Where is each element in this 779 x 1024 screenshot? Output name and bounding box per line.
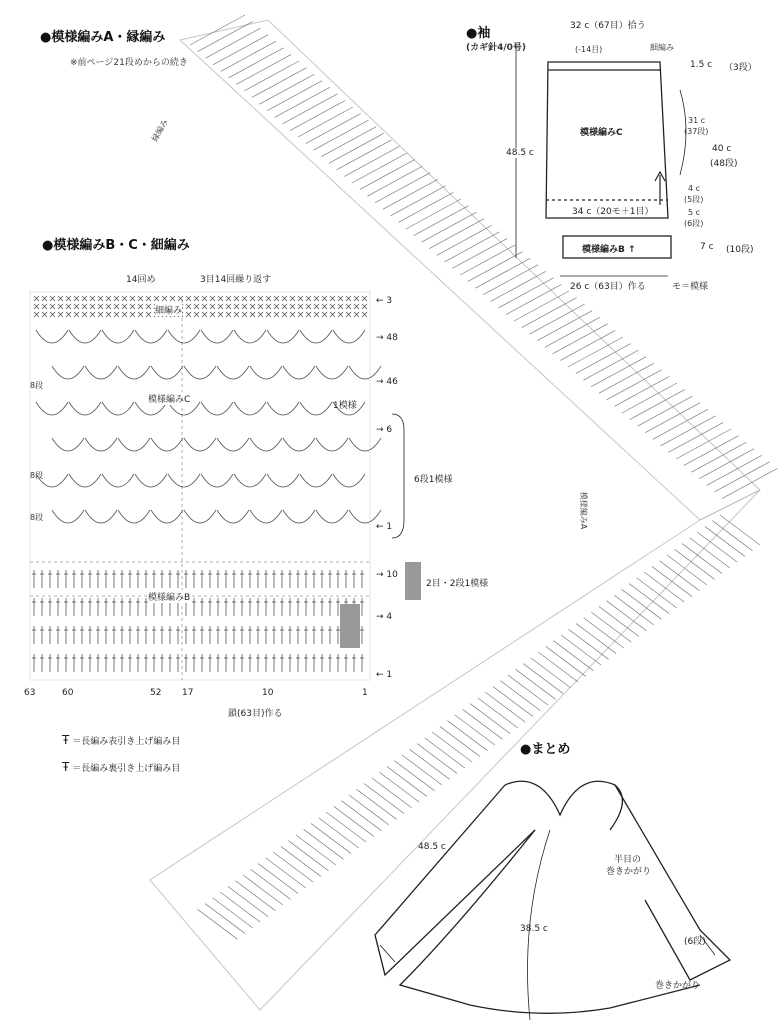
row-number: → 10 [376,570,398,580]
stitch-number: 63 [24,688,36,698]
pattern-a-label: 模様編みA [579,491,589,530]
sleeve-dim: 4 c [688,184,701,193]
edge-label: 縁編み [150,117,170,144]
front-post-dc-icon: Ŧ [62,733,70,747]
pattern-a-note: ※前ページ21段めからの続き [70,58,188,68]
stitch-number: 60 [62,688,74,698]
sleeve-minus: (-14目) [575,45,603,54]
left-mark: 8段 [30,381,44,390]
row-number: ← 3 [376,296,393,306]
sleeve-pattern-b: 模様編みB ↑ [582,245,636,255]
left-mark: 8段 [30,513,44,522]
sleeve-diagram [516,24,686,276]
sleeve-top-width: 32 c（67目）拾う [570,18,646,31]
sleeve-dim: (10段) [726,245,754,255]
sleeve-dim: (48段) [710,159,738,169]
chart-pattern-c-label: 模様編みC [148,392,190,405]
sleeve-dim: 31 c [688,116,706,125]
sleeve-heading: ●袖 [466,26,491,41]
back-post-dc-icon: Ŧ [62,760,70,774]
finishing-rows: (6段) [684,937,706,947]
chart-two-st-pattern: 2目・2段1模様 [426,579,489,589]
sleeve-motif: モ＝模様 [672,282,709,292]
stitch-number: 10 [262,688,274,698]
pattern-bc-heading: ●模様編みB・C・細編み [42,238,190,253]
pattern-a-heading: ●模様編みA・縁編み [40,30,166,45]
row-number: → 48 [376,333,398,343]
pattern-a-lower-arm [150,490,760,1010]
chart-six-row-pattern: 6段1模様 [414,475,453,485]
sleeve-bottom-width: 26 c（63目）作る [570,282,646,292]
chart-pattern-b-label: 模様編みB [148,590,190,603]
stitch-number: 52 [150,688,162,698]
sleeve-height-total: 48.5 c [506,148,534,158]
chart-top-left-note: 14回め [126,275,156,285]
sleeve-sc: 細編み [650,43,674,52]
finishing-whip: 巻きかがり [655,981,701,991]
sleeve-dim: (37段) [684,127,709,136]
legend-item: Ŧ ＝長編み表引き上げ編み目 [62,733,181,747]
chart-bc [30,292,421,680]
row-number: ← 1 [376,522,393,532]
sleeve-pattern-c: 模様編みC [580,128,623,138]
finishing-heading: ●まとめ [520,742,571,757]
chart-top-right-note: 3目14回繰り返す [200,275,272,285]
sleeve-dim: (6段) [684,219,704,228]
left-mark: 8段 [30,471,44,480]
finishing-half-back2: 巻きかがり [606,867,652,877]
row-number: → 6 [376,425,393,435]
arrow-up-icon: ↑ [628,245,636,255]
finishing-len-1: 48.5 c [418,842,446,852]
chart-sc-label: 細編み [155,303,182,316]
legend-item: Ŧ ＝長編み裏引き上げ編み目 [62,760,181,774]
row-number: → 4 [376,612,393,622]
sleeve-dim: 5 c [688,208,701,217]
row-number: ← 1 [376,670,393,680]
pattern-a-upper-arm [180,15,777,520]
row-number: → 46 [376,377,398,387]
stitch-number: 17 [182,688,194,698]
sleeve-inner-width: 34 c（20モ＋1目） [572,204,653,217]
sleeve-dim: 7 c [700,242,714,252]
sleeve-dim: 40 c [712,144,732,154]
sleeve-dim: (5段) [684,195,704,204]
finishing-half-back: 半目の [614,855,642,865]
sleeve-dim: （3段） [724,63,757,73]
sleeve-hook-note: (カギ針4/0号) [466,43,527,53]
stitch-number: 1 [362,688,368,698]
sleeve-dim: 1.5 c [690,60,713,70]
chain-label: 鎖(63目)作る [228,709,283,719]
chart-one-pattern: 1模様 [333,401,357,411]
finishing-len-2: 38.5 c [520,924,548,934]
